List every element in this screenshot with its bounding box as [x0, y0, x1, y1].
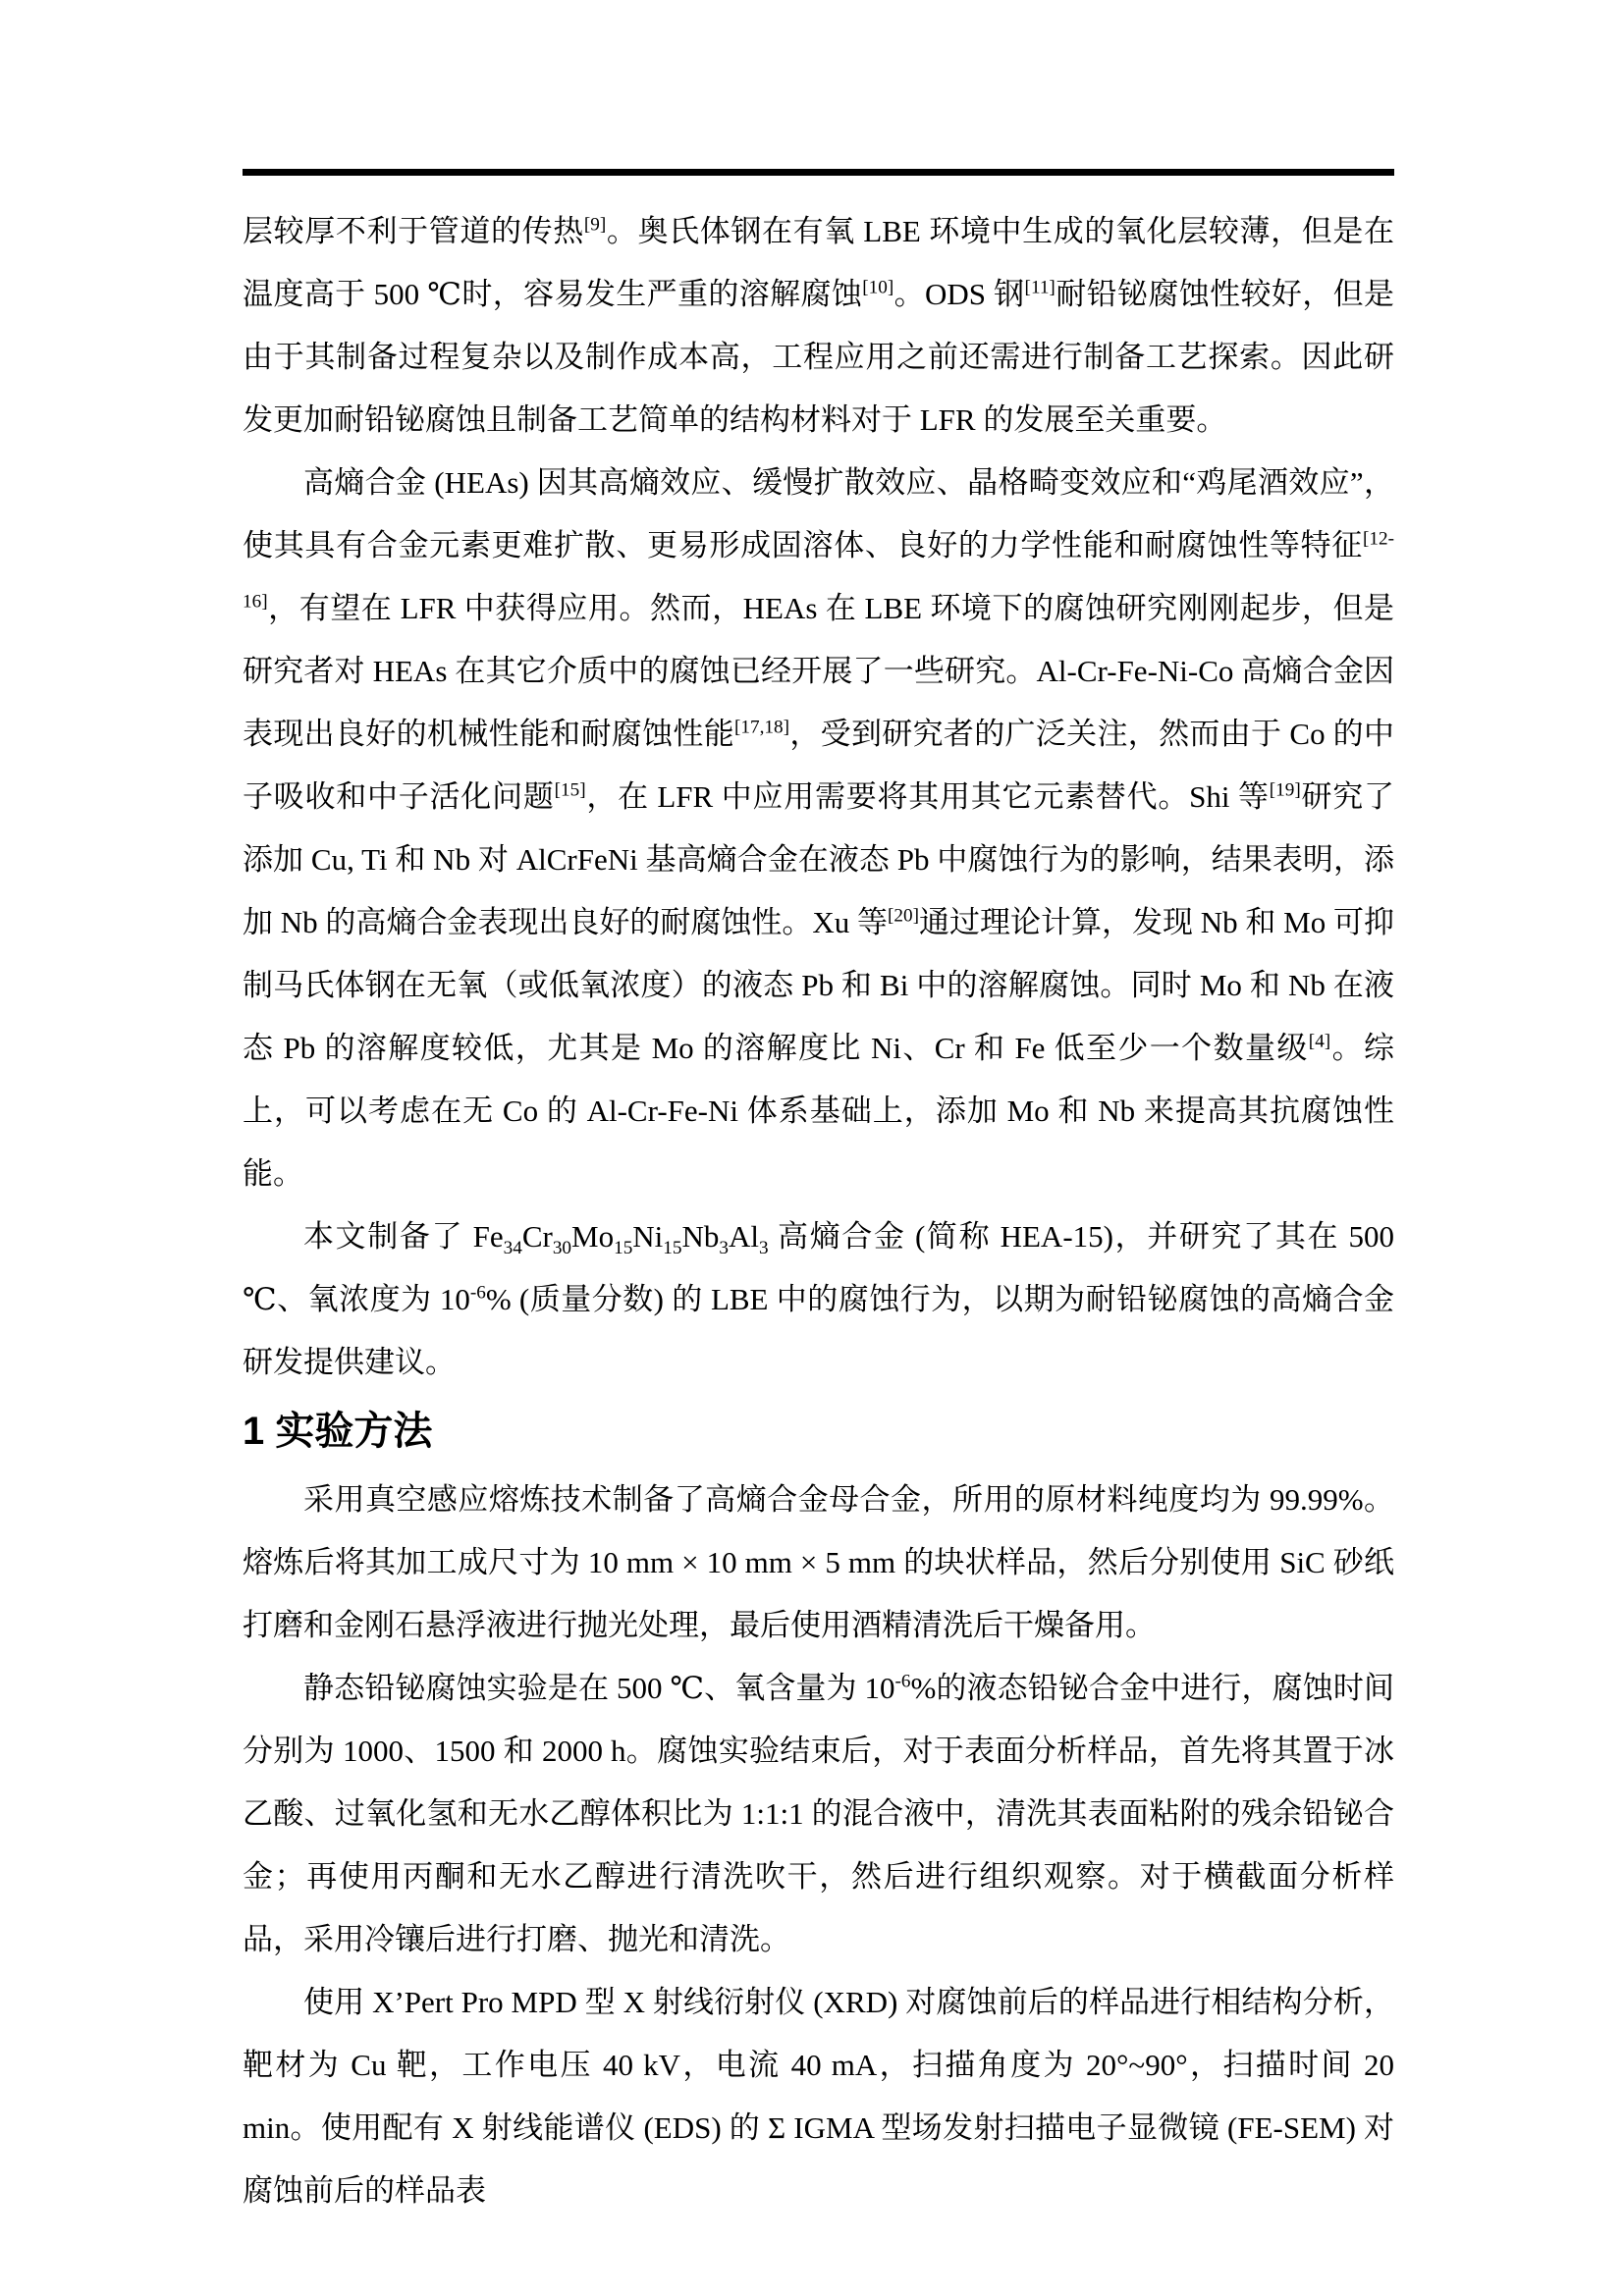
text-run: Cr — [521, 1219, 553, 1254]
formula-subscript: 15 — [663, 1238, 682, 1259]
citation-superscript: [10] — [862, 277, 894, 298]
text-run: ，受到研究者的广泛关注，然而由于 Co 的中子吸收和中子活化问题 — [243, 717, 1394, 814]
text-run: 通过理论计算，发现 Nb 和 Mo 可抑制马氏体钢在无氧（或低氧浓度）的液态 Pb 和 Bi 中的溶解腐蚀。同时 Mo 和 Nb 在液态 Pb 的溶解度较低，尤其是 Mo 的溶解度比 Ni、Cr 和 Fe 低至少一个数量级 — [243, 905, 1394, 1065]
paragraph-characterization — [243, 1971, 1394, 2222]
paragraph-intro-continuation — [243, 200, 1394, 452]
citation-superscript: -6 — [469, 1282, 486, 1304]
text-run: %的液态铅铋合金中进行，腐蚀时间分别为 1000、1500 和 2000 h。腐蚀实验结束后，对于表面分析样品，首先将其置于冰乙酸、过氧化氢和无水乙醇体积比为 1:1:1 的混合液中，清洗其表面粘附的残余铅铋合金；再使用丙酮和无水乙醇进行清洗吹干，然后进行组织观察。对于横截面分析样品，采用冷镶后进行打磨、抛光和清洗。 — [243, 1671, 1394, 1956]
text-run: 使用 X’Pert Pro MPD 型 X 射线衍射仪 (XRD) 对腐蚀前后的样品进行相结构分析，靶材为 Cu 靶，工作电压 40 kV，电流 40 mA，扫描角度为 20°~90°，扫描时间 20 min。使用配有 X 射线能谱仪 (EDS) 的 Σ IGMA 型场发射扫描电子显微镜 (FE-SEM) 对腐蚀前后的样品表 — [243, 1985, 1394, 2208]
paragraph-study-purpose — [243, 1205, 1394, 1394]
citation-superscript: [12-16] — [243, 528, 1394, 613]
paragraph-hea-background — [243, 452, 1394, 1205]
section-heading-experimental-method: 1 实验方法 — [243, 1410, 433, 1453]
text-run: ，有望在 LFR 中获得应用。然而，HEAs 在 LBE 环境下的腐蚀研究刚刚起步，但是研究者对 HEAs 在其它介质中的腐蚀已经开展了一些研究。Al-Cr-Fe-Ni-Co 高熵合金因表现出良好的机械性能和耐腐蚀性能 — [243, 591, 1394, 751]
citation-superscript: [20] — [888, 905, 920, 927]
header-rule — [243, 169, 1394, 176]
citation-superscript: [11] — [1024, 277, 1056, 298]
text-run: 。ODS 钢 — [893, 277, 1025, 311]
paragraph-corrosion-test — [243, 1657, 1394, 1971]
citation-superscript: [9] — [583, 214, 607, 236]
formula-subscript: 34 — [503, 1238, 522, 1259]
citation-superscript: -6 — [894, 1671, 911, 1692]
text-run: Al — [729, 1219, 759, 1254]
citation-superscript: [17,18] — [734, 717, 790, 738]
text-run: 本文制备了 Fe — [303, 1219, 504, 1254]
text-run: 。综上，可以考虑在无 Co 的 Al-Cr-Fe-Ni 体系基础上，添加 Mo 和 Nb 来提高其抗腐蚀性能。 — [243, 1031, 1395, 1191]
paragraph-alloy-preparation — [243, 1468, 1394, 1657]
formula-subscript: 3 — [759, 1238, 769, 1259]
text-run: 。奥氏体钢在有氧 LBE 环境中生成的氧化层较薄，但是在温度高于 500 ℃时，容易发生严重的溶解腐蚀 — [243, 214, 1395, 311]
text-run: 高熵合金 (简称 HEA-15)，并研究了其在 500 ℃、氧浓度为 10 — [243, 1219, 1394, 1316]
text-run: 层较厚不利于管道的传热 — [243, 214, 584, 248]
text-run: 耐铅铋腐蚀性较好，但是由于其制备过程复杂以及制作成本高，工程应用之前还需进行制备工艺探索。因此研发更加耐铅铋腐蚀且制备工艺简单的结构材料对于 LFR 的发展至关重要。 — [243, 277, 1394, 437]
text-run: Ni — [632, 1219, 664, 1254]
text-run: ，在 LFR 中应用需要将其用其它元素替代。Shi 等 — [585, 779, 1270, 814]
text-run: 静态铅铋腐蚀实验是在 500 ℃、氧含量为 10 — [303, 1671, 895, 1705]
text-run: Mo — [571, 1219, 615, 1254]
text-run: 采用真空感应熔炼技术制备了高熵合金母合金，所用的原材料纯度均为 99.99%。熔炼后将其加工成尺寸为 10 mm × 10 mm × 5 mm 的块状样品，然后分别使用 SiC 砂纸打磨和金刚石悬浮液进行抛光处理，最后使用酒精清洗后干燥备用。 — [243, 1482, 1394, 1642]
text-run: 研究了添加 Cu, Ti 和 Nb 对 AlCrFeNi 基高熵合金在液态 Pb 中腐蚀行为的影响，结果表明，添加 Nb 的高熵合金表现出良好的耐腐蚀性。Xu 等 — [243, 779, 1395, 939]
citation-superscript: [19] — [1269, 779, 1301, 801]
text-run: 高熵合金 (HEAs) 因其高熵效应、缓慢扩散效应、晶格畸变效应和“鸡尾酒效应”，使其具有合金元素更难扩散、更易形成固溶体、良好的力学性能和耐腐蚀性等特征 — [243, 465, 1394, 562]
text-run: % (质量分数) 的 LBE 中的腐蚀行为，以期为耐铅铋腐蚀的高熵合金研发提供建议。 — [243, 1282, 1394, 1379]
document-body — [243, 200, 1394, 2222]
text-run: Nb — [681, 1219, 720, 1254]
citation-superscript: [4] — [1308, 1031, 1331, 1052]
formula-subscript: 3 — [719, 1238, 729, 1259]
formula-subscript: 30 — [552, 1238, 572, 1259]
citation-superscript: [15] — [554, 779, 586, 801]
formula-subscript: 15 — [614, 1238, 633, 1259]
